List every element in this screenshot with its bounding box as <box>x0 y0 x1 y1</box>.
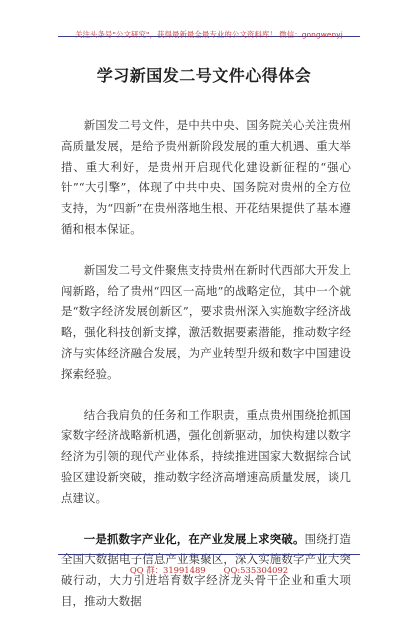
footer-qq-group: QQ 群：31991489 <box>129 565 206 575</box>
body-paragraph-3 <box>61 405 351 509</box>
paragraph-1-text: 新国发二号文件，是中共中央、国务院关心关注贵州高质量发展，是给予贵州新阶段发展的重大机遇、重大举措、重大利好，是贵州开启现代化建设新征程的“强心针”“大引擎”，体现了中共中央、国务院对贵州的全方位支持，为“四新”在贵州落地生根、开花结果提供了基本遵循和根本保证。 <box>61 118 351 236</box>
footer-qq-contact: QQ:535304092 <box>223 565 289 575</box>
header-promo-text: 关注头条号"公文研究"，获得最新最全最专业的公文资料库！ 微信：gongwenyj <box>75 30 343 39</box>
body-paragraph-2 <box>61 260 351 385</box>
body-paragraph-1 <box>61 115 351 240</box>
paragraph-4-text: 围绕打造全国大数据电子信息产业集聚区，深入实施数字产业大突破行动，大力引进培育数字经济龙头骨干企业和重大项目，推动大数据 <box>61 531 351 608</box>
page-footer <box>58 554 360 577</box>
document-title: 学习新国发二号文件心得体会 <box>96 66 312 85</box>
paragraph-2-text: 新国发二号文件聚焦支持贵州在新时代西部大开发上闯新路，给了贵州“四区一高地”的战略定位，其中一个就是“数字经济发展创新区”，要求贵州深入实施数字经济战略，强化科技创新支撑，激活数据要素潜能，推动数字经济与实体经济融合发展，为产业转型升级和数字中国建设探索经验。 <box>61 262 351 381</box>
paragraph-4-lead: 一是抓数字产业化，在产业发展上求突破。 <box>83 531 305 546</box>
paragraph-3-text: 结合我肩负的任务和工作职责，重点贵州围绕抢抓国家数字经济战略新机遇，强化创新驱动，加快构建以数字经济为引领的现代产业体系，持续推进国家大数据综合试验区建设新突破，推动数字经济高增速高质量发展，谈几点建议。 <box>61 407 351 505</box>
page-header <box>58 22 360 37</box>
